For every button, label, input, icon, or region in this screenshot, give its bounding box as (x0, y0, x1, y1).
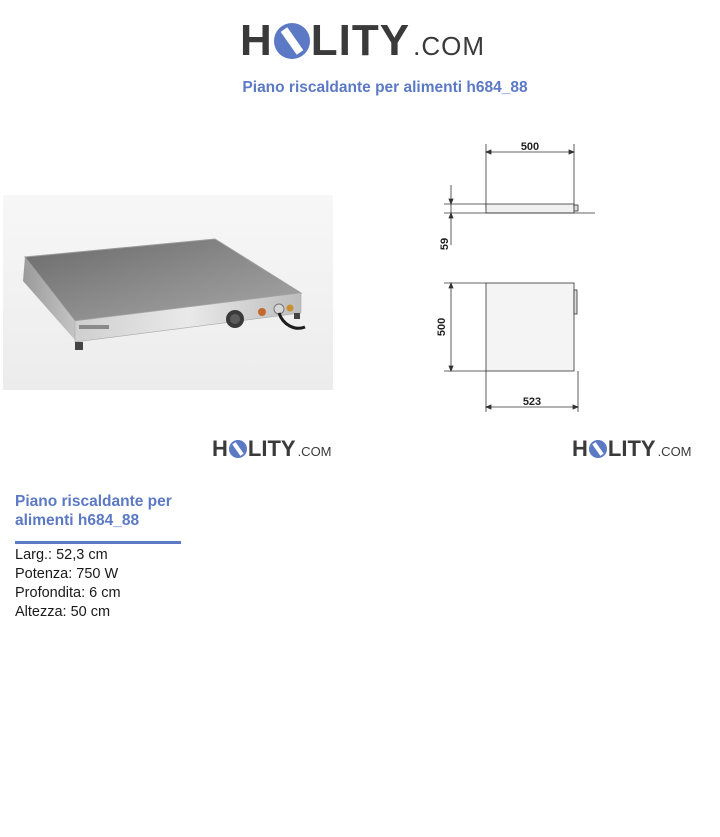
logo-circle-icon (229, 440, 247, 458)
dim-top-width: 500 (520, 141, 540, 153)
logo-circle-icon (274, 23, 310, 59)
product-title-line2: alimenti h684_88 (15, 512, 140, 529)
holity-logo-small-right (572, 436, 692, 462)
logo-circle-icon (589, 440, 607, 458)
product-photo (3, 195, 333, 390)
spec-depth: Profondita: 6 cm (15, 585, 121, 601)
spec-list (15, 546, 121, 622)
product-title (15, 492, 190, 530)
page-subtitle: Piano riscaldante per alimenti h684_88 (242, 79, 528, 96)
spec-height: Altezza: 50 cm (15, 604, 111, 620)
spec-power: Potenza: 750 W (15, 566, 119, 582)
product-title-line1: Piano riscaldante per (15, 493, 172, 510)
dim-depth: 500 (436, 317, 448, 337)
logo-domain: .COM (657, 444, 692, 459)
logo-letter-h: H (212, 436, 228, 461)
logo-letter-h: H (572, 436, 588, 461)
logo-domain: .COM (413, 31, 485, 61)
logo-letters: LITY (247, 436, 296, 461)
logo-domain: .COM (297, 444, 332, 459)
logo-letter-h: H (240, 16, 273, 65)
dim-bottom-width: 523 (522, 396, 542, 408)
title-divider (15, 541, 181, 544)
logo-letters: LITY (607, 436, 656, 461)
logo-letters: LITY (310, 16, 411, 65)
technical-drawing (430, 130, 600, 420)
spec-width: Larg.: 52,3 cm (15, 547, 108, 563)
dim-height: 59 (439, 237, 451, 251)
holity-logo[interactable] (240, 16, 485, 66)
holity-logo-small-left (212, 436, 332, 462)
